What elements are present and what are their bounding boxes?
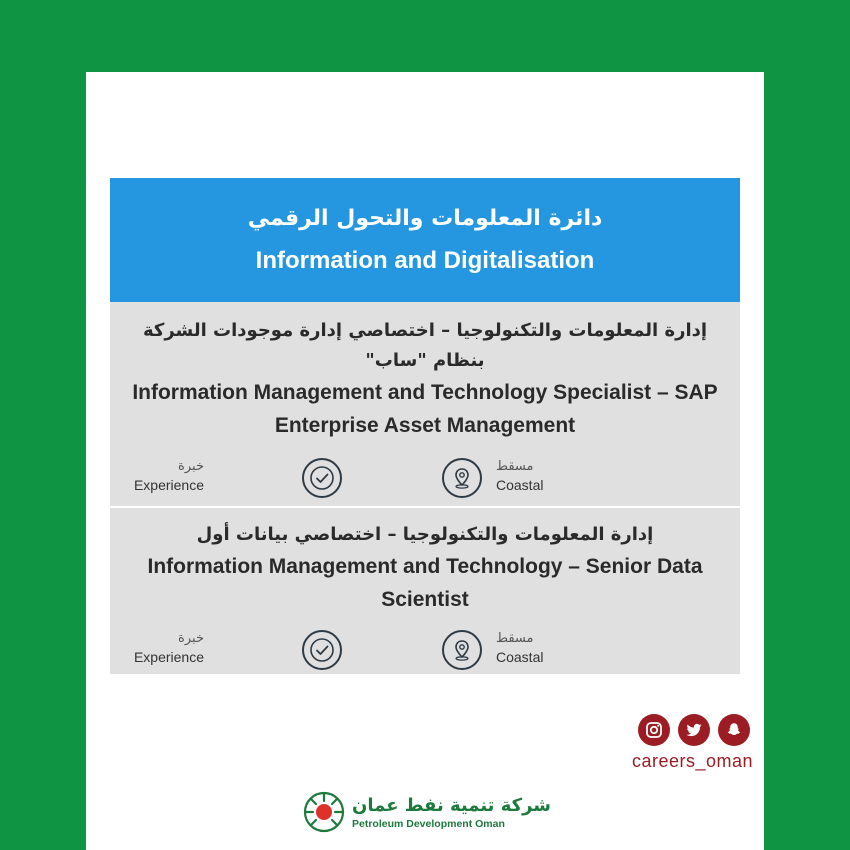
job-meta xyxy=(110,628,740,672)
company-brand xyxy=(302,790,551,834)
experience-label-en: Experience xyxy=(133,477,204,493)
experience-label-ar: خبرة xyxy=(178,631,204,646)
location-label-en: Coastal xyxy=(496,477,544,493)
map-pin-icon xyxy=(442,458,482,498)
location-label-en: Coastal xyxy=(496,649,544,665)
social-handle[interactable]: careers_oman xyxy=(632,751,754,771)
job-meta xyxy=(110,456,740,500)
location-label-ar: مسقط xyxy=(496,459,534,474)
experience-label-en: Experience xyxy=(133,649,204,665)
map-pin-icon xyxy=(442,630,482,670)
job-title-en: Information Management and Technology Specialist – SAP Enterprise Asset Management xyxy=(132,381,718,437)
company-name-ar: شركة تنمية نفط عمان xyxy=(352,794,551,816)
twitter-icon[interactable] xyxy=(678,714,710,746)
job-title-ar: إدارة المعلومات والتكنولوجيا – اختصاصي إدارة موجودات الشركة بنظام "ساب" xyxy=(142,320,708,371)
location-label-ar: مسقط xyxy=(496,631,534,646)
snapchat-icon[interactable] xyxy=(718,714,750,746)
job-listing xyxy=(110,302,740,506)
job-title-en: Information Management and Technology – Senior Data Scientist xyxy=(147,555,703,611)
job-title-ar: إدارة المعلومات والتكنولوجيا – اختصاصي بيانات أول xyxy=(196,524,654,545)
check-badge-icon xyxy=(302,458,342,498)
pdo-logo-icon xyxy=(302,790,346,834)
department-title-en: Information and Digitalisation xyxy=(255,247,595,274)
department-header xyxy=(110,178,740,302)
social-links xyxy=(638,714,750,746)
instagram-icon[interactable] xyxy=(638,714,670,746)
check-badge-icon xyxy=(302,630,342,670)
department-title-ar: دائرة المعلومات والتحول الرقمي xyxy=(247,206,603,231)
job-listing xyxy=(110,508,740,674)
experience-label-ar: خبرة xyxy=(178,459,204,474)
company-name-en: Petroleum Development Oman xyxy=(352,817,505,830)
